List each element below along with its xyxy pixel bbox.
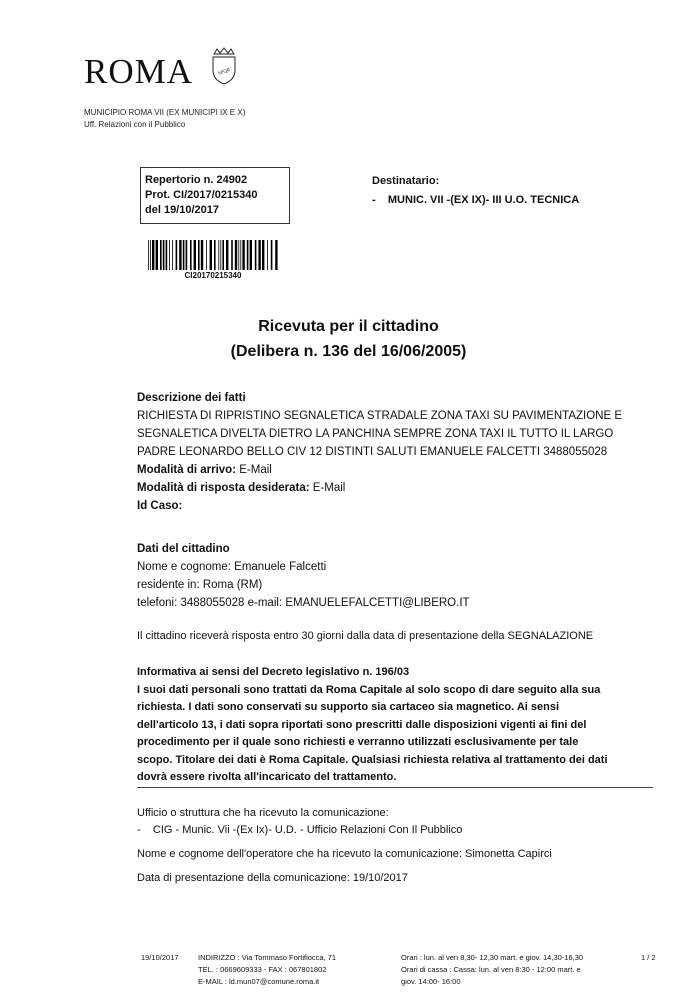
barcode-bar [186,240,188,270]
barcode-bar [240,240,241,270]
footer-address [198,952,336,988]
informativa-line: I suoi dati personali sono trattati da Roma Capitale al solo scopo di dare seguito alla sua [137,683,601,696]
barcode-bar [231,240,233,270]
barcode-bar [235,240,237,270]
roma-crest-icon [209,46,239,86]
cittadino-section [137,540,657,612]
risposta-note: Il cittadino riceverà risposta entro 30 giorni dalla data di presentazione della SEGNALAZIONE [137,630,594,642]
informativa-line: dell'articolo 13, i dati sopra riportati sono prescritti dalle disposizioni vigenti ai fini del [137,718,587,731]
barcode-bar [201,240,203,270]
cittadino-telefoni: telefoni: 3488055028 e-mail: EMANUELEFALCETTI@LIBERO.IT [137,597,470,609]
barcode-bar [267,240,268,270]
ufficio-name: Uff. Relazioni con il Pubblico [84,120,186,129]
barcode-bar [271,240,273,270]
page-number: 1 / 2 [641,953,656,962]
id-caso-label: Id Caso: [137,500,183,512]
barcode-bar [242,240,244,270]
fatti-section [137,389,657,515]
barcode-bar [148,240,149,270]
footer-tel: TEL. : 0669609333 - FAX : 067801802 [198,965,327,974]
informativa-line: scopo. Titolare dei dati è Roma Capitale. Qualsiasi richiesta relativa al trattamento dei dati [137,753,608,766]
barcode-bar [226,240,228,270]
barcode-image [148,240,278,270]
data-presentazione: Data di presentazione della comunicazione: 19/10/2017 [137,872,408,884]
municipio-name: MUNICIPIO ROMA VII (EX MUNICIPI IX E X) [84,108,246,117]
barcode-bar [198,240,200,270]
protocollo-number: Prot. CI/2017/0215340 [145,189,258,201]
modalita-arrivo-label: Modalità di arrivo: [137,464,237,476]
fatti-line: SEGNALETICA DIVELTA DIETRO LA PANCHINA SEMPRE ZONA TAXI IL TUTTO IL LARGO [137,428,614,440]
barcode-bar [214,240,216,270]
barcode-bar [206,240,207,270]
roma-logo-text: ROMA [84,52,194,91]
fatti-line: PADRE LEONARDO BELLO CIV 12 DISTINTI SALUTI EMANUELE FALCETTI 3488055028 [137,446,608,458]
fatti-heading: Descrizione dei fatti [137,392,246,404]
barcode-bar [210,240,212,270]
barcode-bar [238,240,239,270]
footer-indirizzo: INDIRIZZO : Via Tommaso Fortifiocca, 71 [198,953,337,962]
footer-orari-1: Orari : lun. al ven 8,30- 12,30 mart. e giov. 14,30-16,30 [401,953,584,962]
barcode-bar [255,240,257,270]
ufficio-label: Ufficio o struttura che ha ricevuto la comunicazione: [137,807,389,819]
repertorio-date: del 19/10/2017 [145,204,220,216]
barcode-bar [258,240,260,270]
footer-orari-2: Orari di cassa : Cassa: lun. al ven 8:30 - 12:00 mart. e [401,965,581,974]
footer-email: E-MAIL : ld.mun07@comune.roma.it [198,977,320,986]
footer-date: 19/10/2017 [141,953,179,962]
barcode-bar [218,240,219,270]
barcode-bar [152,240,154,270]
barcode-bar [176,240,178,270]
destinatario-value: - MUNIC. VII -(EX IX)- III U.O. TECNICA [372,194,580,206]
barcode-bar [190,240,192,270]
document-subtitle: (Delibera n. 136 del 16/06/2005) [230,343,467,360]
barcode-bar [150,240,151,270]
repertorio-number: Repertorio n. 24902 [145,174,248,186]
destinatario-label: Destinatario: [372,175,440,187]
barcode-bar [183,240,185,270]
barcode-bar [163,240,165,270]
repertorio-box [140,167,290,224]
crest-spqr-text: SPQR [217,67,232,77]
barcode-bar [222,240,224,270]
barcode-bar [262,240,264,270]
modalita-risposta [137,479,657,497]
informativa-section [137,664,657,787]
document-title: Ricevuta per il cittadino [258,318,439,335]
informativa-heading: Informativa ai sensi del Decreto legislativo n. 196/03 [137,666,410,678]
barcode-number: CI20170215340 [184,271,242,280]
destinatario-block [372,172,579,210]
ufficio-value: - CIG - Munic. Vii -(Ex Ix)- U.D. - Ufficio Relazioni Con Il Pubblico [137,824,463,836]
modalita-arrivo-value: E-Mail [236,464,272,476]
barcode-bar [179,240,181,270]
cittadino-heading: Dati del cittadino [137,543,230,555]
barcode-bar [166,240,168,270]
cittadino-residenza: residente in: Roma (RM) [137,579,263,591]
barcode-bar [194,240,196,270]
barcode-bar [275,240,277,270]
modalita-risposta-value: E-Mail [309,482,346,494]
barcode-bar [160,240,162,270]
cittadino-nome: Nome e cognome: Emanuele Falcetti [137,561,327,573]
barcode-bar [250,240,252,270]
fatti-line: RICHIESTA DI RIPRISTINO SEGNALETICA STRADALE ZONA TAXI SU PAVIMENTAZIONE E [137,410,623,422]
barcode-bar [169,240,170,270]
barcode-bar [220,240,221,270]
barcode-bar [156,240,158,270]
modalita-risposta-label: Modalità di risposta desiderata: [137,482,310,494]
divider [137,787,653,788]
footer-orari-3: giov. 14:00- 16:00 [401,977,461,986]
modalita-arrivo [137,461,657,479]
operatore-info: Nome e cognome dell'operatore che ha ricevuto la comunicazione: Simonetta Capirci [137,848,552,860]
informativa-line: procedimento per il quale sono richiesti e verranno utilizzati esclusivamente per tale [137,736,579,748]
informativa-line: dovrà essere rivolta all'incaricato del trattamento. [137,771,397,783]
barcode-bar [247,240,249,270]
informativa-line: richiesta. I dati sono conservati su supporto sia cartaceo sia magnetico. Ai sensi [137,701,560,713]
barcode-bar [172,240,173,270]
footer-orari [401,952,583,988]
